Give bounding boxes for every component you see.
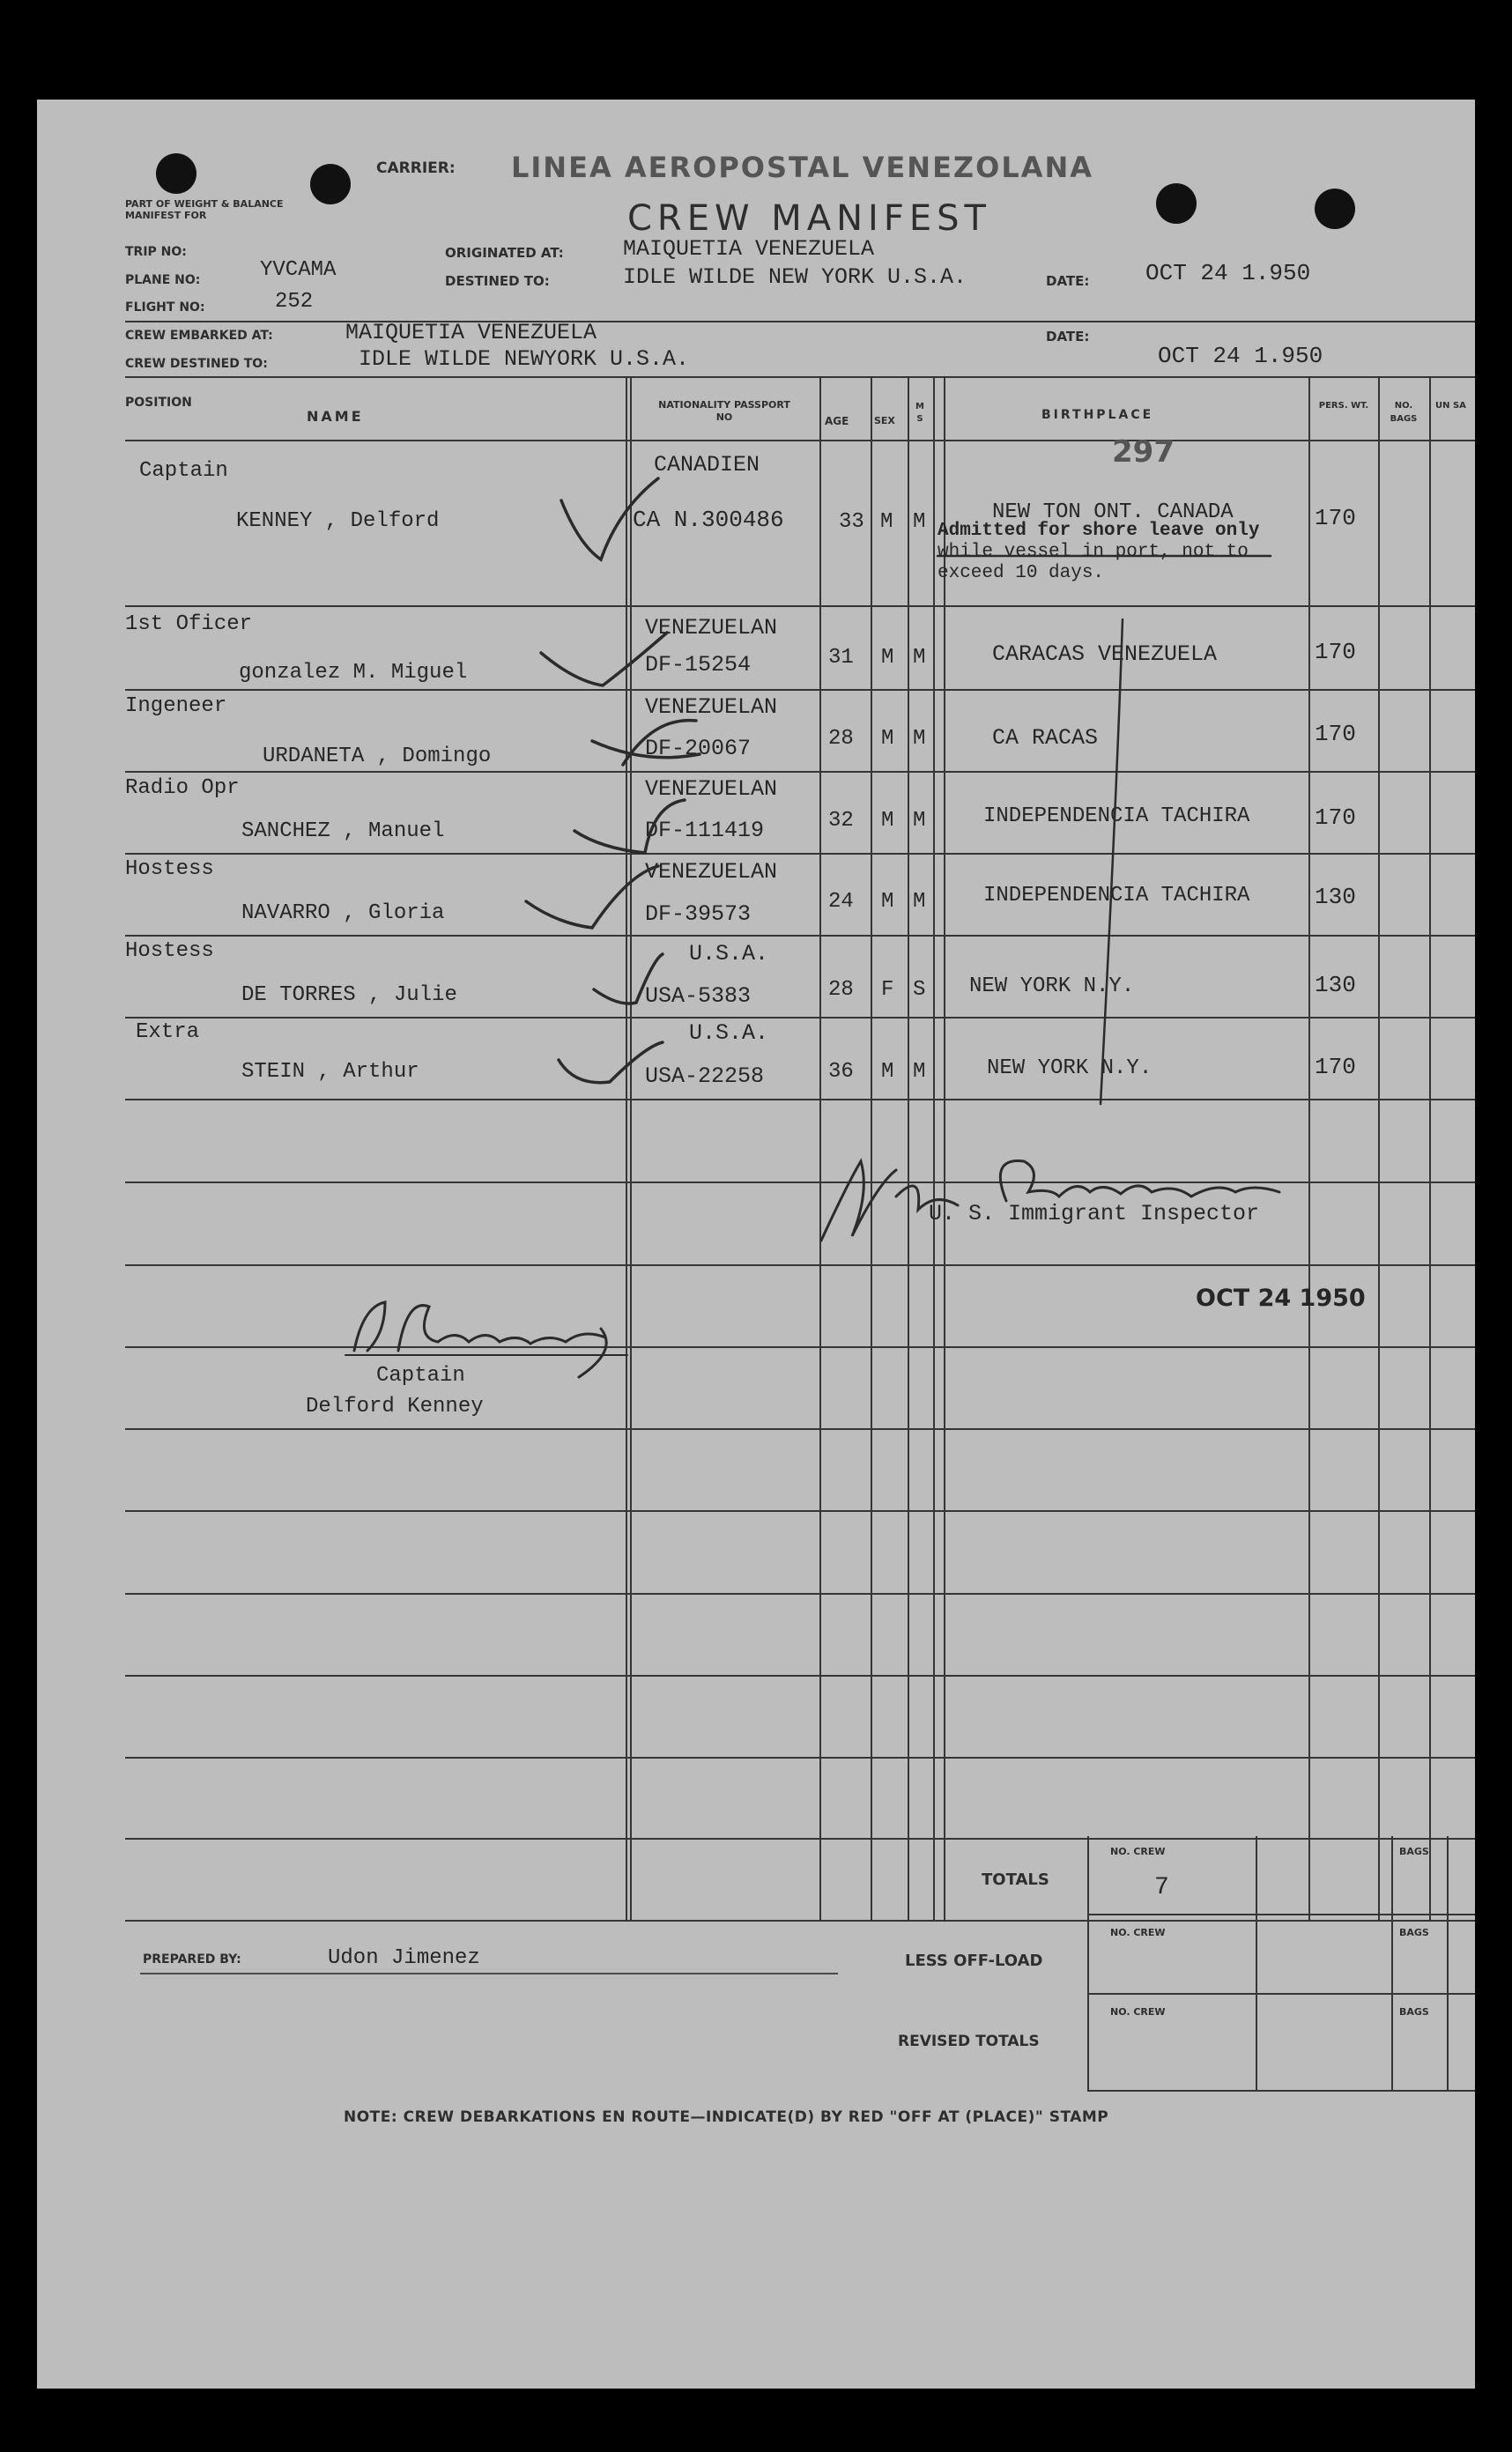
- crew-passport: DF-39573: [645, 901, 752, 927]
- no-crew-label: NO. CREW: [1110, 1846, 1166, 1857]
- checkmark: [574, 800, 685, 853]
- bags-label: BAGS: [1399, 1927, 1429, 1938]
- date-label: DATE:: [1046, 273, 1090, 289]
- page-title: CREW MANIFEST: [627, 198, 991, 239]
- crew-weight: 170: [1315, 505, 1356, 531]
- crew-total: 7: [1154, 1874, 1169, 1901]
- shore-leave-line2: while vessel in port, not to: [938, 542, 1249, 562]
- captain-signature: [354, 1302, 606, 1377]
- crew-age: 32: [828, 809, 854, 833]
- crew-birthplace: INDEPENDENCIA TACHIRA: [983, 804, 1250, 828]
- crew-position: Radio Opr: [125, 776, 240, 800]
- crew-age: 31: [828, 646, 854, 670]
- date2: OCT 24 1.950: [1158, 343, 1323, 369]
- col-sex: SEX: [874, 415, 895, 426]
- crew-sex: M: [881, 1060, 894, 1084]
- no-crew-label: NO. CREW: [1110, 2006, 1166, 2018]
- destined-to-label: DESTINED TO:: [445, 273, 550, 289]
- crew-birthplace: NEW TON ONT. CANADA: [992, 500, 1234, 524]
- crew-passport: CA N.300486: [633, 507, 784, 533]
- crew-sex: M: [881, 809, 894, 833]
- date2-label: DATE:: [1046, 329, 1090, 344]
- crew-weight: 170: [1315, 721, 1356, 747]
- crew-birthplace: NEW YORK N.Y.: [987, 1056, 1153, 1080]
- crew-position: Extra: [136, 1020, 200, 1044]
- checkmark: [594, 954, 663, 1004]
- crew-weight: 130: [1315, 884, 1356, 910]
- checkmark: [559, 1042, 663, 1083]
- crew-age: 28: [828, 727, 854, 751]
- destined-to: IDLE WILDE NEW YORK U.S.A.: [623, 264, 967, 290]
- revised-totals-label: REVISED TOTALS: [898, 2033, 1040, 2050]
- col-pers-wt: PERS. WT.: [1318, 401, 1369, 411]
- crew-weight: 170: [1315, 1054, 1356, 1080]
- footer-note: NOTE: CREW DEBARKATIONS EN ROUTE—INDICATE(D) BY RED "OFF AT (PLACE)" STAMP: [344, 2108, 1109, 2126]
- flight-no: 252: [275, 290, 314, 314]
- shore-leave-line3: exceed 10 days.: [938, 563, 1105, 583]
- originated-at: MAIQUETIA VENEZUELA: [623, 236, 875, 262]
- less-offload-label: LESS OFF-LOAD: [905, 1952, 1043, 1970]
- crew-nationality: VENEZUELAN: [645, 776, 778, 802]
- crew-sex: M: [881, 890, 894, 914]
- crew-ms: M: [913, 1060, 926, 1084]
- crew-age: 33: [839, 510, 864, 534]
- carrier-name: LINEA AEROPOSTAL VENEZOLANA: [511, 151, 1094, 184]
- crew-sex: M: [880, 510, 893, 534]
- crew-passport: USA-22258: [645, 1063, 765, 1089]
- originated-at-label: ORIGINATED AT:: [445, 245, 564, 261]
- flight-no-label: FLIGHT NO:: [125, 300, 205, 315]
- col-age: AGE: [825, 415, 849, 427]
- crew-name: KENNEY , Delford: [236, 509, 440, 533]
- crew-weight: 170: [1315, 639, 1356, 665]
- crew-name: URDANETA , Domingo: [263, 744, 492, 768]
- bags-label: BAGS: [1399, 1846, 1429, 1857]
- handwritten-marks: [37, 100, 1475, 2389]
- crew-nationality: U.S.A.: [689, 1020, 769, 1046]
- crew-age: 36: [828, 1060, 854, 1084]
- checkmark: [592, 721, 700, 765]
- no-crew-label: NO. CREW: [1110, 1927, 1166, 1938]
- crew-ms: M: [913, 510, 926, 534]
- plane-no-label: PLANE NO:: [125, 273, 201, 287]
- crew-passport: DF-111419: [645, 818, 765, 843]
- crew-passport: DF-20067: [645, 736, 752, 761]
- col-name: NAME: [307, 408, 364, 425]
- pen-stroke: [1101, 619, 1123, 1104]
- crew-position: Captain: [139, 459, 228, 483]
- plane-no: YVCAMA: [260, 258, 337, 282]
- crew-passport: USA-5383: [645, 983, 752, 1009]
- col-ms: M S: [915, 402, 924, 424]
- crew-name: DE TORRES , Julie: [241, 983, 457, 1007]
- date: OCT 24 1.950: [1145, 260, 1311, 286]
- crew-birthplace: CARACAS VENEZUELA: [992, 641, 1218, 667]
- col-no-bags: NO. BAGS: [1390, 401, 1418, 424]
- crew-embarked: MAIQUETIA VENEZUELA: [345, 320, 597, 345]
- crew-age: 28: [828, 978, 854, 1002]
- crew-destined: IDLE WILDE NEWYORK U.S.A.: [359, 346, 690, 372]
- totals-label: TOTALS: [982, 1870, 1049, 1889]
- crew-nationality: U.S.A.: [689, 941, 769, 967]
- captain-title: Captain: [376, 1364, 465, 1388]
- bags-label: BAGS: [1399, 2006, 1429, 2018]
- crew-sex: M: [881, 646, 894, 670]
- crew-nationality: VENEZUELAN: [645, 615, 778, 641]
- prepared-by: Udon Jimenez: [328, 1946, 480, 1970]
- crew-name: SANCHEZ , Manuel: [241, 819, 445, 843]
- crew-weight: 130: [1315, 972, 1356, 998]
- inspector-signature: [821, 1161, 1279, 1241]
- carrier-label: CARRIER:: [376, 159, 456, 177]
- col-position: POSITION: [125, 396, 192, 410]
- crew-weight: 170: [1315, 804, 1356, 831]
- crew-ms: M: [913, 727, 926, 751]
- checkmark: [561, 478, 658, 559]
- col-cut-off: UN SA: [1435, 401, 1466, 411]
- stamp-number: 297: [1112, 434, 1175, 470]
- crew-ms: M: [913, 890, 926, 914]
- crew-name: gonzalez M. Miguel: [239, 661, 468, 685]
- manifest-sheet: [37, 100, 1475, 2389]
- trip-no-label: TRIP NO:: [125, 245, 187, 259]
- inspector-date-stamp: OCT 24 1950: [1196, 1285, 1366, 1312]
- col-birthplace: BIRTHPLACE: [1041, 408, 1154, 422]
- crew-position: Ingeneer: [125, 694, 227, 718]
- checkmark: [541, 633, 667, 685]
- crew-destined-label: CREW DESTINED TO:: [125, 357, 268, 371]
- crew-nationality: VENEZUELAN: [645, 694, 778, 720]
- crew-sex: M: [881, 727, 894, 751]
- crew-passport: DF-15254: [645, 652, 752, 678]
- crew-ms: S: [913, 978, 926, 1002]
- checkmark: [526, 866, 658, 928]
- crew-position: Hostess: [125, 939, 214, 963]
- prepared-by-label: PREPARED BY:: [143, 1952, 241, 1967]
- crew-birthplace: CA RACAS: [992, 725, 1099, 751]
- crew-ms: M: [913, 809, 926, 833]
- crew-birthplace: INDEPENDENCIA TACHIRA: [983, 884, 1250, 907]
- weight-balance-note: PART OF WEIGHT & BALANCE MANIFEST FOR: [125, 198, 284, 221]
- shore-leave-line1: Admitted for shore leave only: [938, 521, 1260, 541]
- col-nationality: NATIONALITY PASSPORT NO: [658, 399, 790, 423]
- crew-nationality: CANADIEN: [654, 452, 760, 478]
- crew-sex: F: [881, 978, 894, 1002]
- inspector-title: U. S. Immigrant Inspector: [929, 1201, 1260, 1226]
- crew-ms: M: [913, 646, 926, 670]
- crew-name: STEIN , Arthur: [241, 1060, 419, 1084]
- crew-birthplace: NEW YORK N.Y.: [969, 974, 1135, 998]
- crew-position: 1st Oficer: [125, 612, 253, 636]
- crew-embarked-label: CREW EMBARKED AT:: [125, 329, 273, 343]
- crew-name: NAVARRO , Gloria: [241, 901, 445, 925]
- crew-position: Hostess: [125, 857, 214, 881]
- crew-age: 24: [828, 890, 854, 914]
- crew-nationality: VENEZUELAN: [645, 859, 778, 885]
- captain-name: Delford Kenney: [306, 1395, 484, 1419]
